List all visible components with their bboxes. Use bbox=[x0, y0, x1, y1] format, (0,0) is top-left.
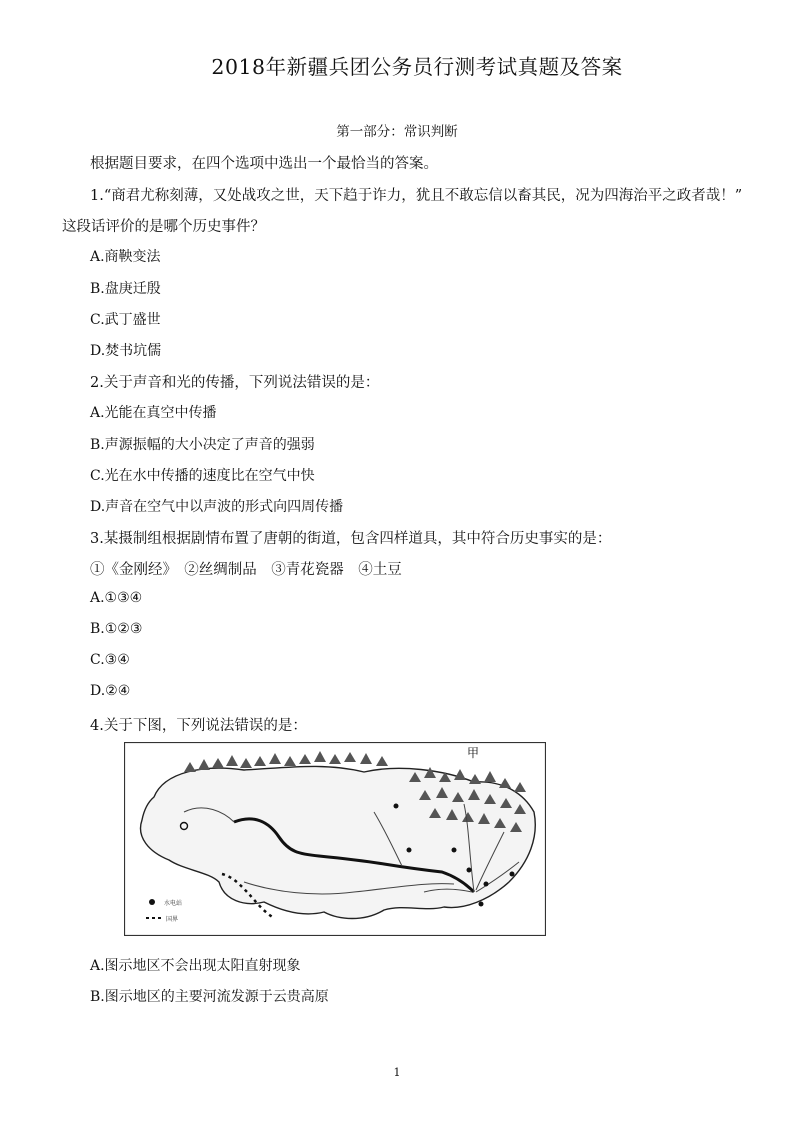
question-1-option-d: D.焚书坑儒 bbox=[90, 343, 162, 359]
question-1-option-a: A.商鞅变法 bbox=[90, 249, 161, 265]
question-2-option-b: B.声源振幅的大小决定了声音的强弱 bbox=[90, 437, 315, 453]
question-1-option-b: B.盘庚迁殷 bbox=[90, 281, 161, 297]
question-2-stem: 2.关于声音和光的传播，下列说法错误的是： bbox=[90, 375, 380, 391]
question-4-option-b: B.图示地区的主要河流发源于云贵高原 bbox=[90, 989, 329, 1005]
question-3-items: ①《金刚经》 ②丝绸制品 ③青花瓷器 ④土豆 bbox=[90, 562, 402, 578]
question-3-option-a: A.①③④ bbox=[90, 590, 143, 606]
document-title: 2018年新疆兵团公务员行测考试真题及答案 bbox=[211, 55, 623, 79]
section-heading: 第一部分：常识判断 bbox=[336, 124, 458, 140]
question-1-option-c: C.武丁盛世 bbox=[90, 312, 161, 328]
question-4-stem: 4.关于下图，下列说法错误的是： bbox=[90, 718, 307, 734]
question-2-option-c: C.光在水中传播的速度比在空气中快 bbox=[90, 468, 315, 484]
question-3-option-b: B.①②③ bbox=[90, 621, 143, 637]
question-4-map bbox=[124, 742, 546, 936]
map-legend-border: 国界 bbox=[166, 916, 179, 923]
map-label-jia: 甲 bbox=[467, 746, 480, 760]
question-2-option-d: D.声音在空气中以声波的形式向四周传播 bbox=[90, 499, 344, 515]
question-1-stem-line2: 这段话评价的是哪个历史事件？ bbox=[62, 219, 265, 235]
question-3-option-d: D.②④ bbox=[90, 683, 131, 699]
question-1-stem-line1: 1.“商君尤称刻薄，又处战攻之世，天下趋于诈力，犹且不敢忘信以畜其民，况为四海治平之政者哉！” bbox=[90, 188, 743, 204]
question-2-option-a: A.光能在真空中传播 bbox=[90, 405, 217, 421]
instruction-text: 根据题目要求，在四个选项中选出一个最恰当的答案。 bbox=[90, 156, 438, 172]
question-4-option-a: A.图示地区不会出现太阳直射现象 bbox=[90, 958, 301, 974]
question-3-option-c: C.③④ bbox=[90, 652, 130, 668]
page-number: 1 bbox=[393, 1066, 401, 1079]
map-legend-station: 水电站 bbox=[164, 900, 183, 907]
question-3-stem: 3.某摄制组根据剧情布置了唐朝的街道，包含四样道具，其中符合历史事实的是： bbox=[90, 531, 612, 547]
